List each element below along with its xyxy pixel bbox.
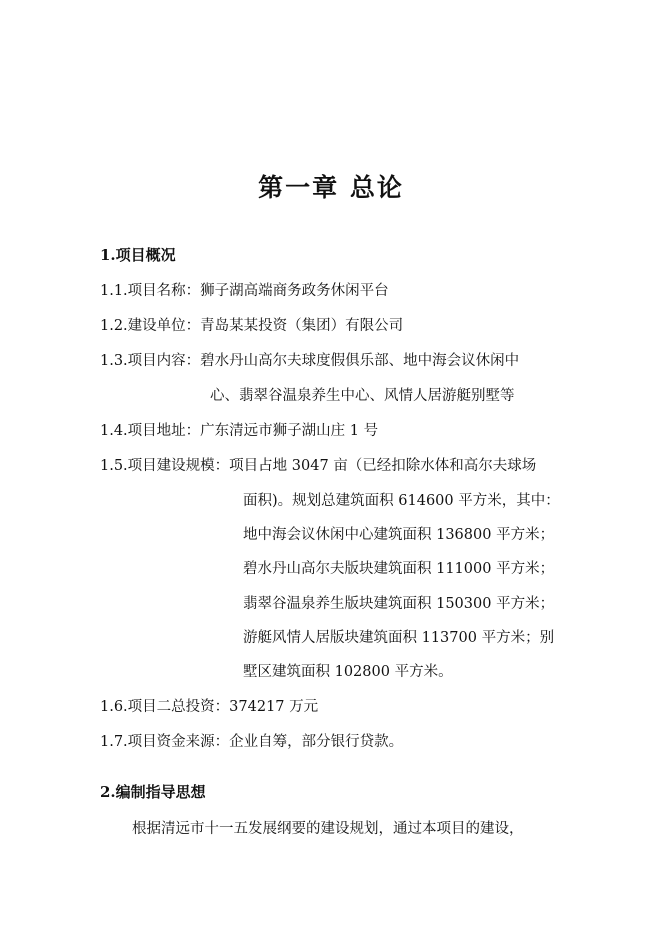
item-label: 1.6.项目二总投资： (100, 699, 230, 715)
item-value-continuation: 翡翠谷温泉养生版块建筑面积 150300 平方米； (243, 596, 555, 612)
item-value-continuation: 游艇风情人居版块建筑面积 113700 平方米；别 (243, 630, 555, 646)
item-value: 碧水丹山高尔夫球度假俱乐部、地中海会议休闲中 (200, 353, 520, 369)
item-label: 1.3.项目内容： (100, 353, 201, 369)
item-project-address (100, 419, 378, 440)
item-value: 青岛某某投资（集团）有限公司 (200, 318, 404, 334)
item-label: 1.4.项目地址： (100, 423, 201, 439)
chapter-title: 第一章 总论 (258, 173, 404, 202)
item-value: 狮子湖高端商务政务休闲平台 (200, 283, 389, 299)
section-heading-guiding-ideology: 2.编制指导思想 (100, 783, 206, 801)
item-value: 项目占地 3047 亩（已经扣除水体和高尔夫球场 (229, 458, 537, 474)
item-label: 1.1.项目名称： (100, 283, 201, 299)
item-value-continuation: 面积)。规划总建筑面积 614600 平方米，其中： (243, 493, 560, 509)
item-value-continuation: 心、翡翠谷温泉养生中心、风情人居游艇别墅等 (210, 388, 515, 404)
item-funding-source (100, 730, 403, 751)
item-project-content (100, 349, 519, 370)
item-label: 1.2.建设单位： (100, 318, 201, 334)
section-heading-overview: 1.项目概况 (100, 246, 176, 264)
item-value: 企业自筹，部分银行贷款。 (229, 734, 404, 750)
item-construction-scale (100, 454, 536, 475)
item-project-name (100, 279, 389, 300)
item-value: 广东清远市狮子湖山庄 1 号 (200, 423, 379, 439)
item-value: 374217 万元 (229, 699, 319, 715)
item-label: 1.7.项目资金来源： (100, 734, 230, 750)
item-total-investment (100, 695, 318, 716)
body-paragraph: 根据清远市十一五发展纲要的建设规划，通过本项目的建设， (132, 821, 524, 837)
item-value-continuation: 碧水丹山高尔夫版块建筑面积 111000 平方米； (243, 561, 555, 577)
item-builder (100, 314, 403, 335)
item-value-continuation: 地中海会议休闲中心建筑面积 136800 平方米； (243, 527, 555, 543)
item-label: 1.5.项目建设规模： (100, 458, 230, 474)
item-value-continuation: 墅区建筑面积 102800 平方米。 (243, 664, 453, 680)
